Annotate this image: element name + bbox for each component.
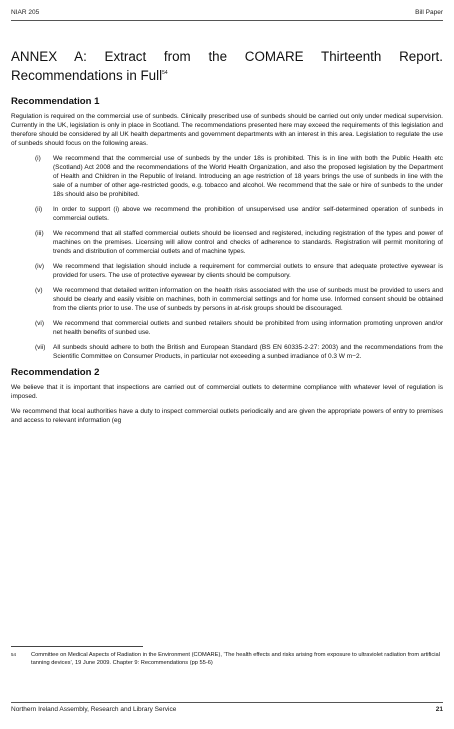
recommendation-2-para-1: We believe that it is important that inspections are carried out of commercial outlets to determine compliance with whatever level of regulation is imposed.: [11, 384, 443, 400]
list-item-number: (ii): [35, 206, 43, 213]
recommendation-1-heading: Recommendation 1: [11, 96, 100, 107]
page-number: 21: [435, 706, 443, 713]
footnote-text: Committee on Medical Aspects of Radiation in the Environment (COMARE), ‘The health effects and risks arising from exposure to ultraviolet radiation from artificial tanning devices’, 19 June 2009. Chapter 9: Recommendations (pp 55-6): [31, 652, 440, 666]
list-item: [11, 262, 443, 280]
list-item: [11, 229, 443, 256]
list-item-number: (v): [35, 287, 43, 294]
header-divider: [11, 20, 443, 21]
list-item-number: (vi): [35, 320, 45, 327]
page-title-text: ANNEX A: Extract from the COMARE Thirteenth Report. Recommendations in Full: [11, 49, 443, 83]
list-item-number: (i): [35, 155, 41, 162]
list-item-number: (iii): [35, 230, 44, 237]
list-item-text: In order to support (i) above we recommend the prohibition of unsupervised use and/or self-determined operation of sunbeds in commercial outlets.: [53, 206, 443, 222]
list-item: [11, 205, 443, 223]
report-id: NIAR 205: [11, 9, 40, 16]
page-title: [11, 49, 443, 84]
recommendation-1-list: [11, 154, 443, 361]
recommendation-2-para-2: We recommend that local authorities have a duty to inspect commercial outlets periodically and are given the appropriate powers of entry to premises and access to relevant information (eg: [11, 408, 443, 424]
publisher: Northern Ireland Assembly, Research and Library Service: [11, 706, 177, 713]
footnote-number: 54: [11, 652, 17, 657]
recommendation-1-intro: Regulation is required on the commercial use of sunbeds. Clinically prescribed use of sunbeds should be carried out only under medical supervision. Currently in the UK, legislation is only in place in Scotland. The recommendations presented here may exceed the requirements of this legislation and therefore should be considered by all UK health departments and government departments with an interest in this area. Legislation to regulate the use of sunbeds should focus on the following areas.: [11, 113, 443, 147]
list-item: [11, 319, 443, 337]
recommendation-2-heading: Recommendation 2: [11, 367, 100, 378]
footer-divider: [11, 702, 443, 703]
list-item-number: (vii): [35, 344, 46, 351]
footnote-ref[interactable]: 54: [162, 70, 168, 76]
list-item-text: We recommend that all staffed commercial outlets should be licensed and registered, including registration of the types and power of machines on the premises. Licensing will allow control and checks of adherence to standards. Registration will permit monitoring of trends and distribution of commercial outlets and of machine types.: [53, 230, 443, 255]
list-item: [11, 343, 443, 361]
list-item-text: We recommend that the commercial use of sunbeds by the under 18s is prohibited. This is in line with both the Public Health etc (Scotland) Act 2008 and the recommendations of the World Health Organization, and also the proposed legislation by the Department of Health and Children in the Republic of Ireland. Introducing an age restriction of 18 years brings the use of sunbeds in line with the sale of a number of other age-restricted goods, e.g. tobacco and alcohol. We recommend that the sale or hire of sunbeds to the under 18s should also be prohibited.: [53, 155, 443, 198]
list-item-text: We recommend that commercial outlets and sunbed retailers should be prohibited from using information promoting unproven and/or net health benefits of sunbed use.: [53, 320, 443, 336]
list-item: [11, 286, 443, 313]
main-content: [11, 96, 443, 431]
list-item-text: We recommend that detailed written information on the health risks associated with the use of sunbeds must be provided to users and should be clearly and easily visible on machines, both in commercial settings and for home use. Informed consent should be obtained from the clients prior to use. The use of sunbeds by persons in at-risk groups should be discouraged.: [53, 287, 443, 312]
list-item-number: (iv): [35, 263, 45, 270]
page-footer: [11, 706, 443, 713]
page-header: [11, 9, 443, 16]
document-type: Bill Paper: [415, 9, 443, 16]
list-item: [11, 154, 443, 199]
footnote-divider: [11, 646, 143, 647]
footnote: [11, 651, 443, 667]
list-item-text: All sunbeds should adhere to both the British and European Standard (BS EN 60335-2-27: 2003) and the recommendations from the Scientific Committee on Consumer Products, in particular not exceeding a sunbed irradiance of 0.3 W m−2.: [53, 344, 443, 360]
list-item-text: We recommend that legislation should include a requirement for commercial outlets to ensure that adequate protective eyewear is provided for users. The use of protective eyewear by clients should be compulsory.: [53, 263, 443, 279]
